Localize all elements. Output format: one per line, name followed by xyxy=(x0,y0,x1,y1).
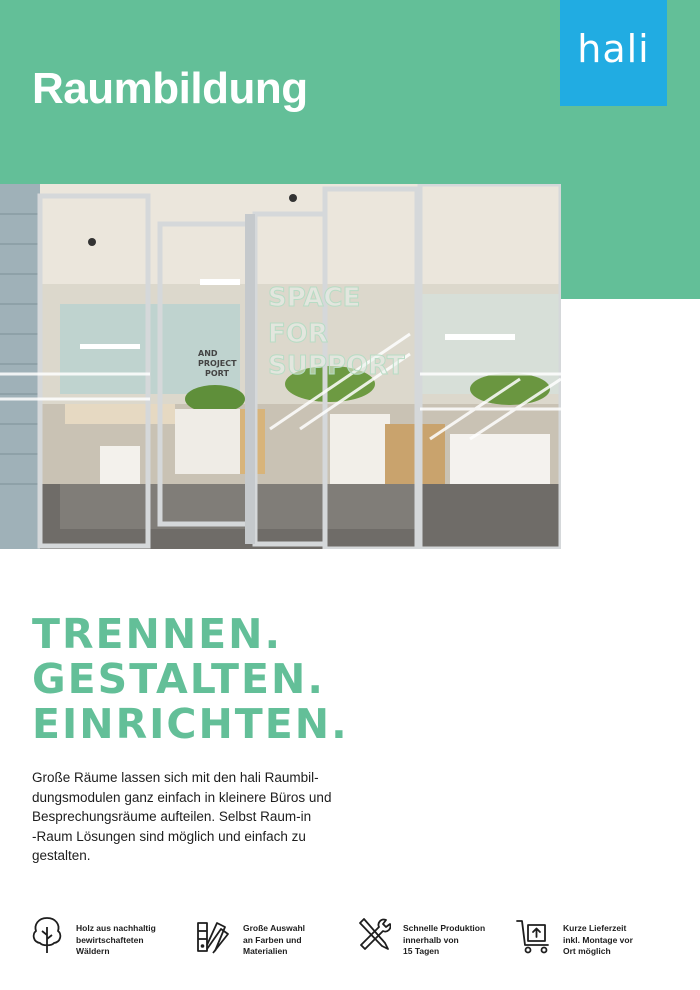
tree-icon xyxy=(30,915,64,955)
glass-lettering-line-1: SPACE xyxy=(268,283,361,313)
slogan-line-1: TRENNEN. xyxy=(32,610,283,658)
accent-block xyxy=(560,184,700,299)
tools-icon xyxy=(355,915,391,955)
slogan-line-3: EINRICHTEN. xyxy=(32,700,349,748)
color-swatch-icon xyxy=(195,915,231,955)
feature-list xyxy=(0,915,700,965)
feature-short-delivery xyxy=(515,915,663,958)
slogan xyxy=(32,612,349,747)
glass-lettering-line-2: FOR xyxy=(268,319,328,349)
body-line-4: -Raum Lösungen sind möglich und einfach zu xyxy=(32,828,306,844)
feature-fast-production xyxy=(355,915,503,958)
feature-label: Kurze Lieferzeit inkl. Montage vor Ort möglich xyxy=(563,923,633,956)
body-line-1: Große Räume lassen sich mit den hali Raumbil- xyxy=(32,770,319,785)
hali-logo xyxy=(560,0,667,106)
feature-label: Schnelle Produktion innerhalb von 15 Tagen xyxy=(403,923,486,956)
office-photo xyxy=(0,184,561,549)
delivery-cart-icon xyxy=(515,915,551,955)
body-line-5: gestalten. xyxy=(32,848,91,863)
slogan-line-2: GESTALTEN. xyxy=(32,655,325,703)
body-paragraph xyxy=(32,768,352,866)
feature-label: Große Auswahl an Farben und Materialien xyxy=(243,923,306,956)
body-line-3: Besprechungsräume aufteilen. Selbst Raum-in xyxy=(32,809,312,824)
feature-label: Holz aus nachhaltig bewirtschafteten Wäldern xyxy=(76,923,156,956)
logo-text: hali xyxy=(577,27,650,71)
feature-sustainable-wood xyxy=(30,915,176,958)
wall-sign-line-1: AND xyxy=(198,349,218,358)
glass-lettering-line-3: SUPPORT xyxy=(268,351,405,381)
wall-sign-line-3: PORT xyxy=(205,369,229,378)
body-line-2: dungsmodulen ganz einfach in kleinere Büros und xyxy=(32,789,332,805)
page-title: Raumbildung xyxy=(32,64,308,113)
wall-sign-line-2: PROJECT xyxy=(198,359,237,368)
feature-color-choice xyxy=(195,915,343,958)
